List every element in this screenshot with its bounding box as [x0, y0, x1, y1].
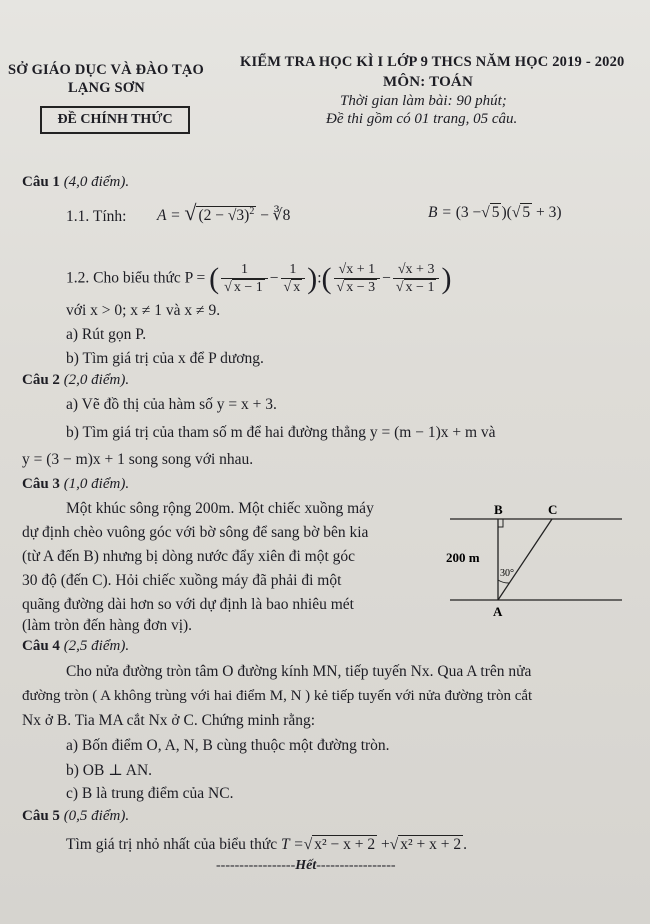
- q3-line-5: quãng đường dài hơn so với dự định là bao nhiêu mét: [22, 596, 354, 613]
- q4-intro-line3: Nx ở B. Tia MA cắt Nx ở C. Chứng minh rằng:: [22, 712, 316, 729]
- q2-part-a: a) Vẽ đồ thị của hàm số y = x + 3.: [66, 396, 277, 413]
- river-diagram: [440, 500, 630, 625]
- T-plus: +: [380, 836, 390, 853]
- A-tail: − ∛8: [260, 207, 291, 224]
- angle-label: 30°: [500, 568, 514, 579]
- B-factor2-open: (: [506, 204, 512, 221]
- province-name: LẠNG SƠN: [68, 80, 145, 96]
- question-5-points: (0,5 điểm).: [63, 808, 130, 824]
- q1-part-b: b) Tìm giá trị của x để P dương.: [66, 350, 264, 367]
- q3-line-6: (làm tròn đến hàng đơn vị).: [22, 617, 193, 634]
- q5-text: Tìm giá trị nhỏ nhất của biểu thức T =√ x² − x + 2 +√ x² + x + 2 .: [66, 836, 468, 853]
- fraction-1: $\frac{1}{√ x - 1}$: [221, 262, 268, 296]
- q1-part1-label: 1.1. Tính:: [66, 208, 127, 225]
- label-C: C: [548, 502, 558, 517]
- q4-intro-line2: đường tròn ( A không trùng với hai điểm M, N ) kẻ tiếp tuyến với nửa đường tròn cắt: [22, 688, 533, 704]
- question-3-points: (1,0 điểm).: [63, 476, 130, 492]
- angle-arc: [498, 580, 509, 583]
- B-lhs: B =: [428, 204, 452, 221]
- B-factor1-radicand: 5: [491, 204, 500, 221]
- q3-line-2: dự định chèo vuông góc với bờ sông để sang bờ bên kia: [22, 524, 369, 541]
- end-marker: [216, 858, 396, 874]
- question-5-title: Câu 5: [22, 808, 60, 824]
- end-dashes-left: -----------------: [216, 858, 296, 873]
- q4-part-b: b) OB ⊥ AN.: [66, 762, 153, 779]
- end-text: Hết: [295, 858, 317, 873]
- P-lhs: P =: [184, 269, 206, 287]
- q2-part-b-line2: y = (3 − m)x + 1 song song với nhau.: [22, 451, 254, 468]
- T-radicand-2: x² + x + 2: [400, 836, 462, 853]
- B-factor2-radicand: 5: [522, 204, 531, 221]
- q3-line-4: 30 độ (đến C). Hỏi chiếc xuồng máy đã phải đi một: [22, 572, 342, 589]
- label-B: B: [494, 502, 503, 517]
- T-radicand-1: x² − x + 2: [314, 836, 376, 853]
- subject-title: MÔN: TOÁN: [383, 74, 473, 90]
- question-2-title: Câu 2: [22, 372, 60, 388]
- q4-part-c: c) B là trung điểm của NC.: [66, 785, 234, 802]
- A-radicand: (2 − √3): [198, 207, 250, 224]
- B-factor1-open: (3 −: [455, 204, 482, 221]
- T-end: .: [463, 836, 468, 853]
- official-label-box: ĐỀ CHÍNH THỨC: [40, 106, 190, 134]
- end-dashes-right: -----------------: [316, 858, 396, 873]
- question-3-title: Câu 3: [22, 476, 60, 492]
- question-4-points: (2,5 điểm).: [63, 638, 130, 654]
- width-label: 200 m: [446, 550, 480, 565]
- q1-condition: với x > 0; x ≠ 1 và x ≠ 9.: [66, 302, 221, 319]
- q1-part2-label: 1.2. Cho biểu thức: [66, 269, 181, 287]
- question-1-heading: [22, 174, 129, 191]
- q4-part-a: a) Bốn điểm O, A, N, B cùng thuộc một đường tròn.: [66, 737, 390, 754]
- q5-prompt: Tìm giá trị nhỏ nhất của biểu thức: [66, 836, 278, 853]
- question-1-points: (4,0 điểm).: [63, 174, 130, 190]
- T-lhs: T =: [281, 836, 304, 853]
- expression-A: [157, 200, 290, 226]
- question-5-heading: [22, 808, 129, 825]
- q1-part-a: a) Rút gọn P.: [66, 326, 147, 343]
- question-2-heading: [22, 372, 129, 389]
- q2-part-b-line1: b) Tìm giá trị của tham số m để hai đường thẳng y = (m − 1)x + m và: [66, 424, 496, 441]
- question-4-heading: [22, 638, 129, 655]
- sqrt-sign: √: [184, 200, 197, 225]
- department-name: SỞ GIÁO DỤC VÀ ĐÀO TẠO: [8, 62, 205, 78]
- segment-AC: [498, 519, 552, 600]
- fraction-3: $\frac{√x + 1}{√ x - 3}$: [334, 262, 381, 296]
- fraction-2: $\frac{1}{√ x}$: [281, 262, 306, 296]
- question-1-title: Câu 1: [22, 174, 60, 190]
- q3-line-3: (từ A đến B) nhưng bị dòng nước đẩy xiên đi một góc: [22, 548, 356, 565]
- fraction-4: $\frac{√x + 3}{√ x - 1}$: [393, 262, 440, 296]
- A-lhs: A =: [157, 207, 181, 224]
- A-exponent: 2: [249, 205, 255, 217]
- right-angle-mark: [498, 519, 503, 527]
- label-A: A: [493, 604, 503, 619]
- expression-B: B = (3 −√ 5 )(√ 5 + 3): [428, 204, 562, 221]
- q3-line-1: Một khúc sông rộng 200m. Một chiếc xuồng máy: [66, 500, 374, 517]
- question-3-heading: [22, 476, 129, 493]
- exam-pages: Đề thi gồm có 01 trang, 05 câu.: [326, 111, 518, 127]
- question-4-title: Câu 4: [22, 638, 60, 654]
- exam-time: Thời gian làm bài: 90 phút;: [340, 93, 507, 109]
- q4-intro-line1: Cho nửa đường tròn tâm O đường kính MN, tiếp tuyến Nx. Qua A trên nửa: [66, 663, 532, 680]
- B-factor1-close: ): [501, 204, 507, 221]
- exam-title: KIỂM TRA HỌC KÌ I LỚP 9 THCS NĂM HỌC 2019 - 2020: [240, 54, 625, 70]
- question-2-points: (2,0 điểm).: [63, 372, 130, 388]
- B-factor2-close: + 3): [535, 204, 562, 221]
- expression-P: 1.2. Cho biểu thức P = ( $\frac{1}{√ x - 1}$ − $\frac{1}{√ x}$ ):( $\frac{√x + 1}{√ x - 3}$ − $\frac{√x + 3}{√ x - 1}$ ): [66, 262, 452, 295]
